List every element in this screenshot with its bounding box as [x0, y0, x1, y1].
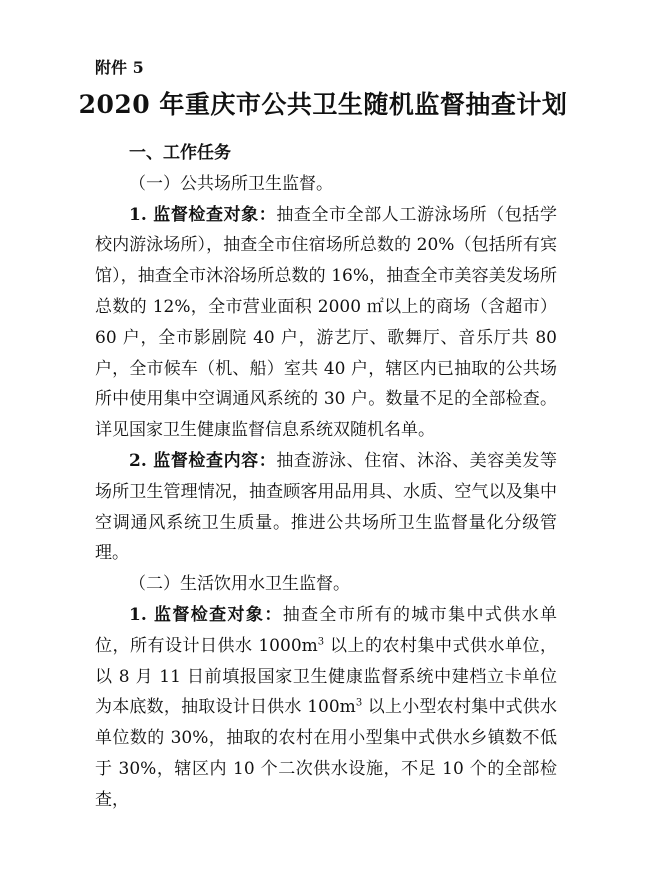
superscript: 3	[317, 636, 325, 648]
paragraph-text: 抽查全市所有的城市集中式供水单位，所有设计日供水 1000m	[95, 604, 558, 656]
paragraph-text: 抽查全市全部人工游泳场所（包括学校内游泳场所），抽查全市住宿场所总数的 20%（包括所有宾馆），抽查全市沐浴场所总数的 16%，抽查全市美容美发场所总数的 12%，全市营业面积 2000 ㎡以上的商场（含超市）60 户，全市影剧院 40 户，游艺厅、歌舞厅、音乐厅共 80 户，全市候车（机、船）室共 40 户，辖区内已抽取的公共场所中使用集中空调通风系统的 30 户。数量不足的全部检查。详见国家卫生健康监督信息系统双随机名单。	[95, 204, 558, 441]
paragraph-inspection-content	[95, 446, 557, 569]
paragraph-inspection-targets	[95, 200, 557, 446]
paragraph-text: 以上小型农村集中式供水单位数的 30%，抽取的农村在用小型集中式供水乡镇数不低于 30%，辖区内 10 个二次供水设施，不足 10 个的全部检查，	[95, 697, 557, 810]
page-title: 2020 年重庆市公共卫生随机监督抽查计划	[78, 90, 568, 119]
document-body	[95, 138, 557, 816]
attachment-label: 附件 5	[95, 58, 144, 77]
subsection-heading: （二）生活饮用水卫生监督。	[129, 574, 350, 595]
paragraph-lead: 1. 监督检查对象：	[129, 604, 283, 625]
paragraph-lead: 1. 监督检查对象：	[129, 204, 277, 225]
paragraph-text: 抽查游泳、住宿、沐浴、美容美发等场所卫生管理情况，抽查顾客用品用具、水质、空气以及集中空调通风系统卫生质量。推进公共场所卫生监督量化分级管理。	[95, 450, 558, 564]
section-heading: 一、工作任务	[129, 143, 231, 163]
paragraph-text: 以上的农村集中式供水单位，以 8 月 11 日前填报国家卫生健康监督系统中建档立卡单位为本底数，抽取设计日供水 100m	[95, 635, 557, 718]
superscript: 3	[355, 697, 363, 709]
subsection-heading: （一）公共场所卫生监督。	[129, 173, 333, 194]
paragraph-lead: 2. 监督检查内容：	[129, 450, 277, 471]
paragraph-water-targets	[95, 600, 557, 816]
